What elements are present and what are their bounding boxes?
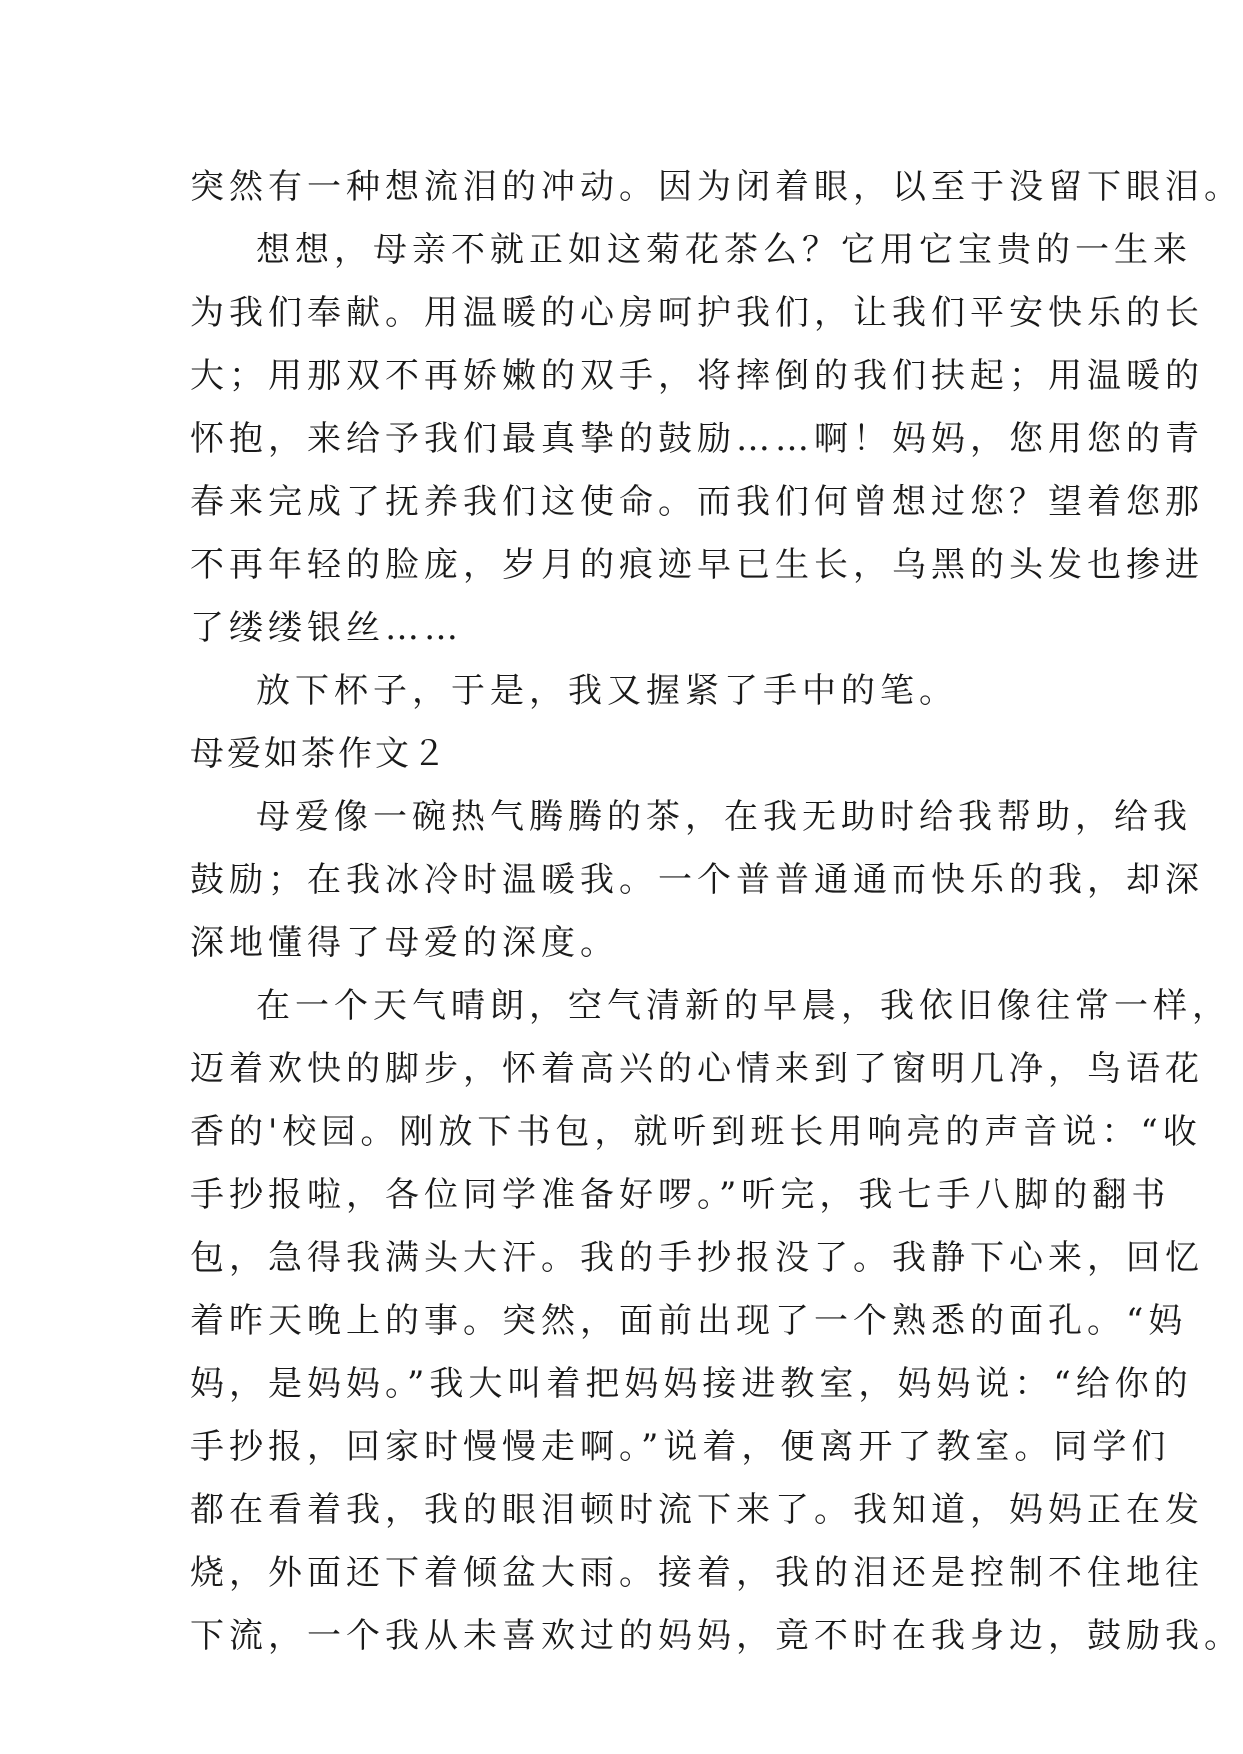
text-line: 都在看着我，我的眼泪顿时流下来了。我知道，妈妈正在发 [190, 1490, 1204, 1530]
section-heading: 母爱如茶作文２ [190, 734, 449, 774]
essay-body [190, 156, 1243, 1668]
text-line: 不再年轻的脸庞，岁月的痕迹早已生长，乌黑的头发也掺进 [190, 545, 1204, 585]
text-line: 妈，是妈妈。”我大叫着把妈妈接进教室，妈妈说：“给你的 [190, 1364, 1193, 1404]
text-line: 香的'校园。刚放下书包，就听到班长用响亮的声音说：“收 [190, 1112, 1202, 1152]
text-line: 鼓励；在我冰冷时温暖我。一个普普通通而快乐的我，却深 [190, 860, 1204, 900]
text-line: 怀抱，来给予我们最真挚的鼓励……啊！妈妈，您用您的青 [190, 419, 1204, 459]
text-line: 下流，一个我从未喜欢过的妈妈，竟不时在我身边，鼓励我。 [190, 1616, 1243, 1656]
paragraph-first-line: 放下杯子，于是，我又握紧了手中的笔。 [256, 671, 958, 711]
paragraph-first-line: 想想，母亲不就正如这菊花茶么？它用它宝贵的一生来 [256, 230, 1192, 270]
text-line: 春来完成了抚养我们这使命。而我们何曾想过您？望着您那 [190, 482, 1204, 522]
text-line: 迈着欢快的脚步，怀着高兴的心情来到了窗明几净，鸟语花 [190, 1049, 1204, 1089]
text-line: 了缕缕银丝…… [190, 608, 463, 648]
text-line: 为我们奉献。用温暖的心房呵护我们，让我们平安快乐的长 [190, 293, 1204, 333]
text-line: 手抄报，回家时慢慢走啊。”说着，便离开了教室。同学们 [190, 1427, 1171, 1467]
text-line: 深地懂得了母爱的深度。 [190, 923, 619, 963]
text-line: 大；用那双不再娇嫩的双手，将摔倒的我们扶起；用温暖的 [190, 356, 1204, 396]
text-line: 烧，外面还下着倾盆大雨。接着，我的泪还是控制不住地往 [190, 1553, 1204, 1593]
text-line: 手抄报啦，各位同学准备好啰。”听完，我七手八脚的翻书 [190, 1175, 1171, 1215]
text-line: 突然有一种想流泪的冲动。因为闭着眼，以至于没留下眼泪。 [190, 167, 1243, 207]
paragraph-first-line: 在一个天气晴朗，空气清新的早晨，我依旧像往常一样， [256, 986, 1231, 1026]
text-line: 包，急得我满头大汗。我的手抄报没了。我静下心来，回忆 [190, 1238, 1204, 1278]
text-line: 着昨天晚上的事。突然，面前出现了一个熟悉的面孔。“妈 [190, 1301, 1188, 1341]
paragraph-first-line: 母爱像一碗热气腾腾的茶，在我无助时给我帮助，给我 [256, 797, 1192, 837]
